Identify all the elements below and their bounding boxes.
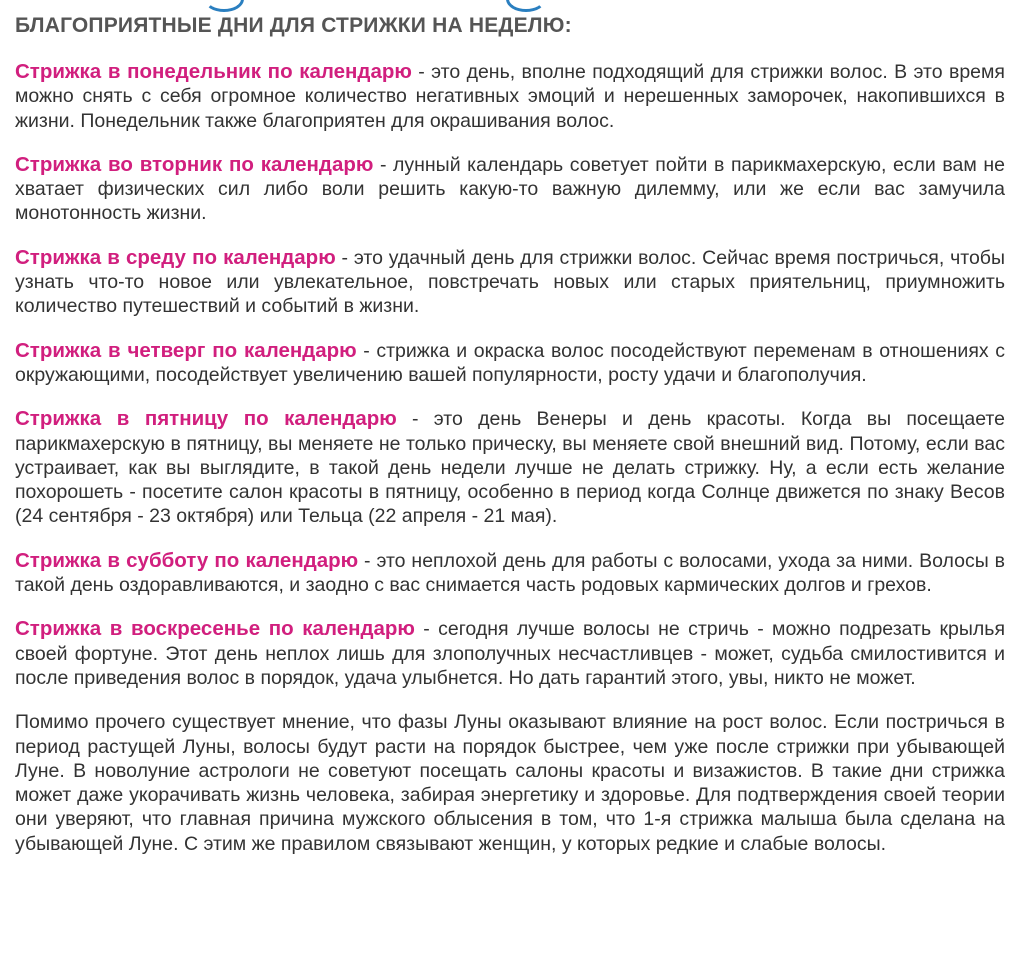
day-text-thursday: - стрижка и окраска волос посодействуют переменам в отношениях с окружающими, посодействует увеличению вашей популярности, росту удачи и благополучия.	[15, 339, 1005, 386]
closing-paragraph: Помимо прочего существует мнение, что фазы Луны оказывают влияние на рост волос. Если постричься в период растущей Луны, волосы будут расти на порядок быстрее, чем уже после стрижки при убывающей Луне. В новолуние астрологи не советуют посещать салоны красоты и визажистов. В такие дни стрижка может даже укорачивать жизнь человека, забирая энергетику и здоровье. Для подтверждения своей теории они уверяют, что главная причина мужского облысения в том, что 1-я стрижка малыша была сделана на убывающей Луне. С этим же правилом связывают женщин, у которых редкие и слабые волосы.	[15, 711, 1005, 855]
day-paragraph-thursday	[15, 339, 1005, 388]
day-text-friday: - это день Венеры и день красоты. Когда вы посещаете парикмахерскую в пятницу, вы меняете не только прическу, вы меняете свой внешний вид. Потому, если вас устраивает, как вы выглядите, в такой день недели лучше не делать стрижку. Ну, а если есть желание похорошеть - посетите салон красоты в пятницу, особенно в период когда Солнце движется по знаку Весов (24 сентября - 23 октября) или Тельца (22 апреля - 21 мая).	[15, 408, 1005, 528]
day-text-wednesday: - это удачный день для стрижки волос. Сейчас время постричься, чтобы узнать что-то новое или увлекательное, повстречать новых или старых приятельниц, приумножить количество путешествий и событий в жизни.	[15, 246, 1005, 318]
page-title: БЛАГОПРИЯТНЫЕ ДНИ ДЛЯ СТРИЖКИ НА НЕДЕЛЮ:	[15, 14, 572, 37]
day-heading-monday: Стрижка в понедельник по календарю	[15, 60, 412, 83]
day-heading-friday: Стрижка в пятницу по календарю	[15, 407, 397, 431]
day-heading-wednesday: Стрижка в среду по календарю	[15, 245, 336, 269]
day-paragraph-wednesday	[15, 246, 1005, 319]
day-heading-thursday: Стрижка в четверг по календарю	[15, 338, 357, 362]
day-heading-tuesday: Стрижка во вторник по календарю	[15, 152, 374, 176]
article	[15, 0, 1005, 856]
day-text-tuesday: - лунный календарь советует пойти в парикмахерскую, если вам не хватает физических сил либо воли решить какую-то важную дилемму, или же если вас замучила монотонность жизни.	[15, 153, 1005, 225]
day-paragraph-sunday	[15, 617, 1005, 690]
day-heading-saturday: Стрижка в субботу по календарю	[15, 548, 359, 572]
day-paragraph-monday	[15, 60, 1005, 133]
day-text-monday: - это день, вполне подходящий для стрижки волос. В это время можно снять с себя огромное количество негативных эмоций и нерешенных заморочек, накопившихся в жизни. Понедельник также благоприятен для окрашивания волос.	[15, 61, 1005, 132]
day-paragraph-saturday	[15, 549, 1005, 598]
day-text-sunday: - сегодня лучше волосы не стричь - можно подрезать крылья своей фортуне. Этот день неплох лишь для злополучных несчастливцев - может, судьба смилостивится и после приведения волос в порядок, удача улыбнется. Но дать гарантий этого, увы, никто не может.	[15, 618, 1006, 689]
day-text-saturday: - это неплохой день для работы с волосами, ухода за ними. Волосы в такой день оздоравливаются, и заодно с вас снимается часть родовых кармических долгов и грехов.	[15, 549, 1005, 597]
day-paragraph-tuesday	[15, 153, 1005, 226]
day-paragraph-friday	[15, 407, 1005, 528]
day-heading-sunday: Стрижка в воскресенье по календарю	[15, 617, 415, 641]
